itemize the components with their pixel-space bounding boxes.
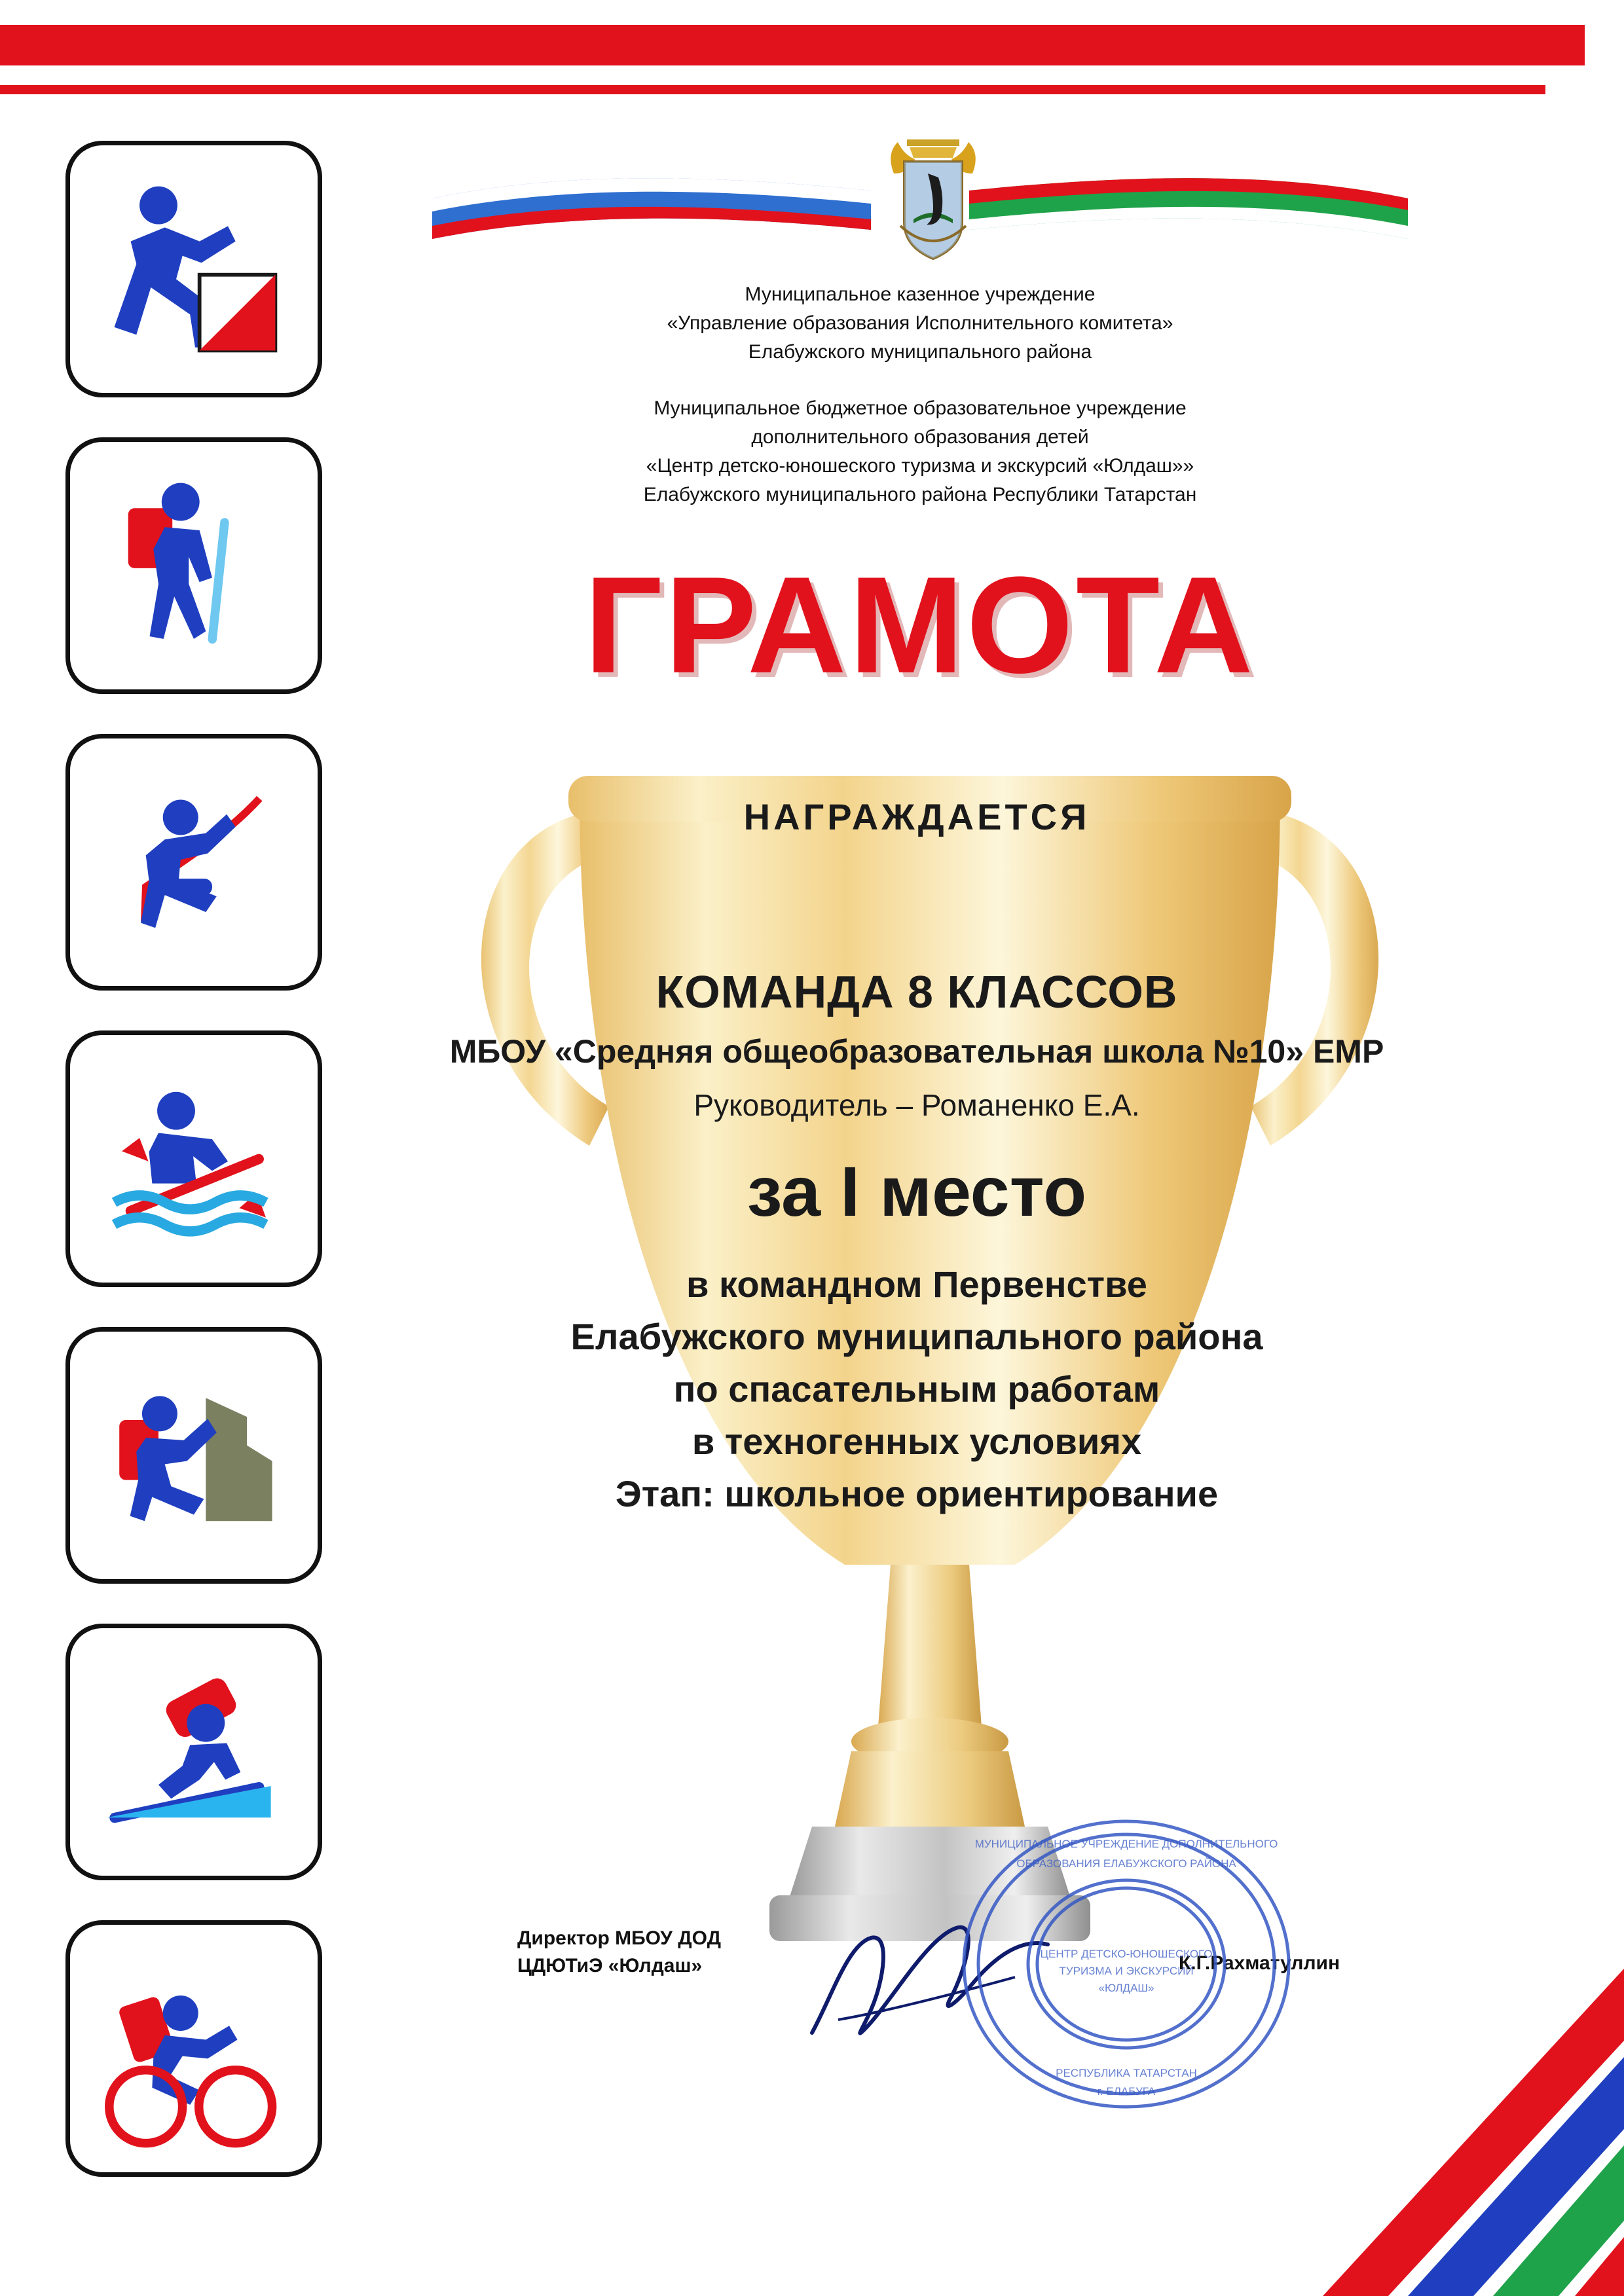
svg-text:г. ЕЛАБУГА: г. ЕЛАБУГА <box>1097 2085 1156 2098</box>
place-award: за I место <box>747 1152 1087 1231</box>
top-red-bar-thick <box>0 25 1585 65</box>
mountain-hiking-icon <box>65 1327 322 1584</box>
top-red-bar-thin <box>0 85 1545 94</box>
org-spacer <box>419 367 1421 394</box>
org-top-line-3: Елабужского муниципального района <box>748 341 1092 363</box>
description-line-4: в техногенных условиях <box>692 1421 1142 1462</box>
awarded-label: НАГРАЖДАЕТСЯ <box>743 796 1090 837</box>
signatory-position <box>517 1925 721 1980</box>
svg-text:«ЮЛДАШ»: «ЮЛДАШ» <box>1098 1982 1154 1994</box>
coat-of-arms-icon <box>881 128 986 265</box>
org-bottom-line-3: «Центр детско-юношеского туризма и экскурсий «Юлдаш»» <box>646 455 1194 477</box>
svg-text:ТУРИЗМА И ЭКСКУРСИЙ: ТУРИЗМА И ЭКСКУРСИЙ <box>1059 1965 1194 1977</box>
signatory-name: К.Г.Рахматуллин <box>1179 1952 1340 1974</box>
org-top-line-1: Муниципальное казенное учреждение <box>745 283 1096 305</box>
svg-text:ОБРАЗОВАНИЯ ЕЛАБУЖСКОГО РАЙОНА: ОБРАЗОВАНИЯ ЕЛАБУЖСКОГО РАЙОНА <box>1016 1857 1236 1870</box>
orienteering-runner-icon <box>65 141 322 397</box>
description-line-3: по спасательным работам <box>673 1368 1160 1410</box>
organization-header <box>419 280 1421 509</box>
kayaking-icon <box>65 1030 322 1287</box>
svg-text:МУНИЦИПАЛЬНОЕ УЧРЕЖДЕНИЕ ДОПОЛ: МУНИЦИПАЛЬНОЕ УЧРЕЖДЕНИЕ ДОПОЛНИТЕЛЬНОГО <box>974 1838 1278 1850</box>
description-line-5: Этап: школьное ориентирование <box>615 1473 1219 1514</box>
recipient-name: КОМАНДА 8 КЛАССОВ <box>655 966 1178 1017</box>
award-text-block <box>367 795 1467 1520</box>
org-top-line-2: «Управление образования Исполнительного комитета» <box>667 312 1173 334</box>
signatory-position-line-1: Директор МБОУ ДОД <box>517 1927 721 1949</box>
skiing-icon <box>65 1624 322 1880</box>
org-bottom-line-1: Муниципальное бюджетное образовательное учреждение <box>654 397 1187 419</box>
signatory-position-line-2: ЦДЮТиЭ «Юлдаш» <box>517 1955 703 1977</box>
team-leader: Руководитель – Романенко Е.А. <box>693 1088 1140 1122</box>
sport-icon-column <box>65 141 327 2217</box>
description-line-2: Елабужского муниципального района <box>570 1316 1263 1357</box>
rock-climbing-icon <box>65 734 322 991</box>
recipient-school: МБОУ «Средняя общеобразовательная школа №10» ЕМР <box>449 1033 1384 1070</box>
hiking-trekking-icon <box>65 437 322 694</box>
org-bottom-line-4: Елабужского муниципального района Республики Татарстан <box>643 484 1197 505</box>
svg-text:РЕСПУБЛИКА ТАТАРСТАН: РЕСПУБЛИКА ТАТАРСТАН <box>1056 2067 1197 2079</box>
org-bottom-line-2: дополнительного образования детей <box>751 426 1089 448</box>
cycling-icon <box>65 1920 322 2177</box>
svg-text:ЦЕНТР ДЕТСКО-ЮНОШЕСКОГО: ЦЕНТР ДЕТСКО-ЮНОШЕСКОГО <box>1040 1948 1213 1960</box>
bottom-color-stripes <box>1133 1929 1624 2296</box>
page-title: ГРАМОТА <box>584 548 1256 702</box>
description-line-1: в командном Первенстве <box>686 1264 1147 1305</box>
